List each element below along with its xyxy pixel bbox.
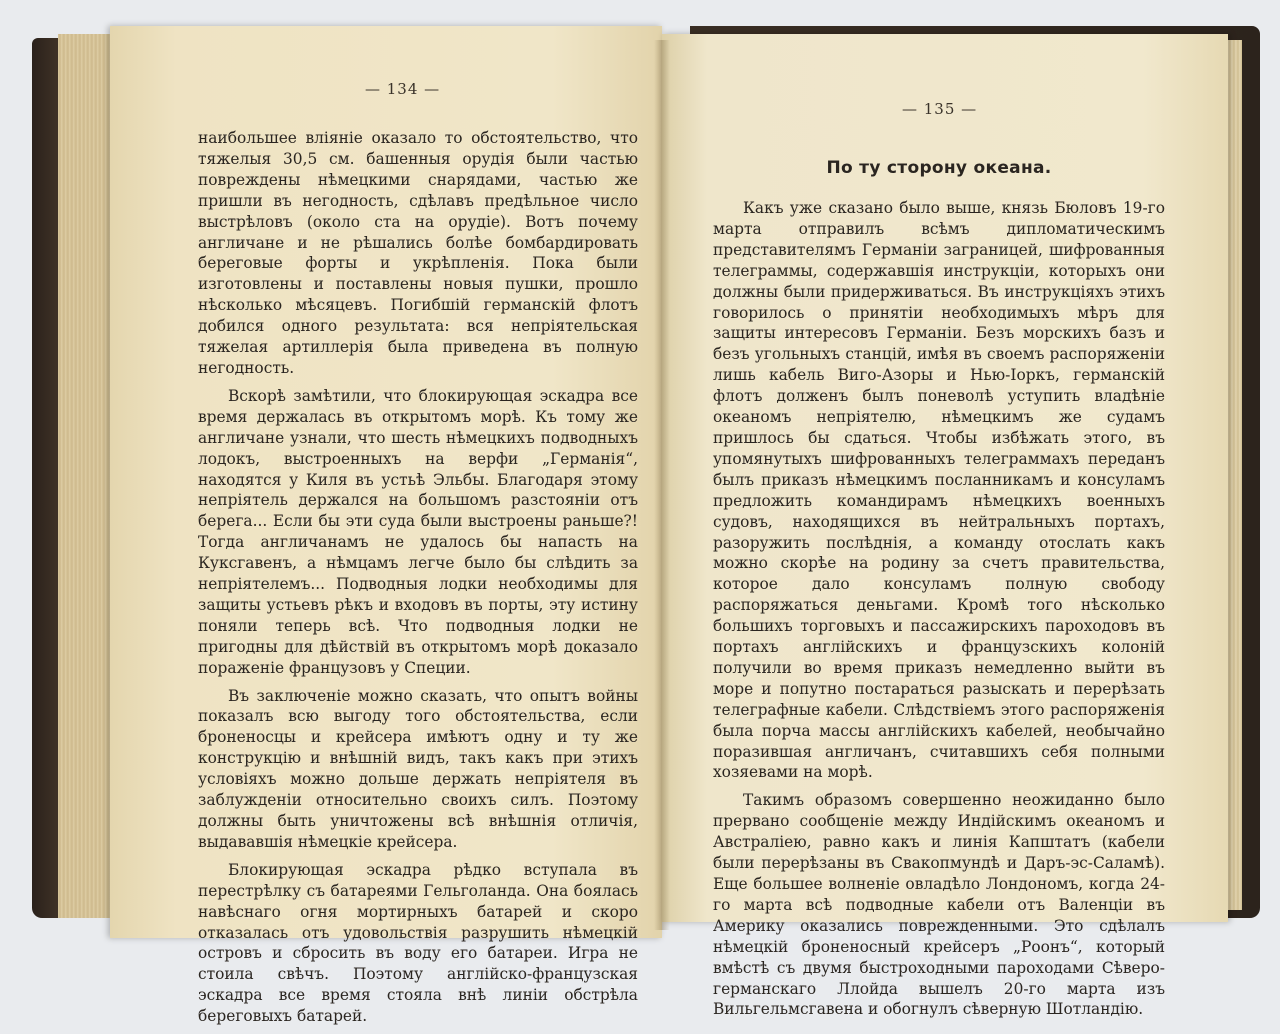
- paragraph: Блокирующая эскадра рѣдко вступала въ перестрѣлку съ батареями Гельголанда. Она боялась навѣснаго огня мортирныхъ батарей и скоро отказалась отъ удовольствія разрушить нѣмецкій островъ и сбросить въ воду его батареи. Игра не стоила свѣчъ. Поэтому англійско-французская эскадра все время стояла внѣ линіи обстрѣла береговыхъ батарей.: [198, 860, 638, 1026]
- paragraph: наибольшее вліяніе оказало то обстоятельство, что тяжелыя 30,5 см. башенныя орудія были частью повреждены нѣмецкими снарядами, частью же пришли въ негодность, сдѣлавъ предѣльное число выстрѣловъ (около ста на орудіе). Вотъ почему англичане и не рѣшались болѣе бомбардировать береговые форты и укрѣпленія. Пока были изготовлены и поставлены новыя пушки, прошло нѣсколько мѣсяцевъ. Погибшій германскій флотъ добился одного результата: вся непріятельская тяжелая артиллерія была приведена въ полную негодность.: [198, 129, 638, 377]
- paragraph: Какъ уже сказано было выше, князь Бюловъ 19-го марта отправилъ всѣмъ дипломатическимъ представителямъ Германіи заграницей, шифрованныя телеграммы, содержавшія инструкціи, которыхъ они должны были придерживаться. Въ инструкціяхъ этихъ говорилось о принятіи необходимыхъ мѣръ для защиты интересовъ Германіи. Безъ морскихъ базъ и безъ угольныхъ станцій, имѣя въ своемъ распоряженіи лишь кабель Виго-Азоры и Нью-Іоркъ, германскій флотъ долженъ былъ поневолѣ уступить владѣніе океаномъ непріятелю, нѣмецкимъ же судамъ пришлось бы сдаться. Чтобы избѣжать этого, въ упомянутыхъ шифрованныхъ телеграммахъ переданъ былъ приказъ нѣмецкимъ посланникамъ и консуламъ предложить командирамъ нѣмецкихъ военныхъ судовъ, находящихся въ нейтральныхъ портахъ, разоружить послѣднія, а команду отослать какъ можно скорѣе на родину за счетъ правительства, которое дало консуламъ полную свободу распоряжаться деньгами. Кромѣ того нѣсколько большихъ торговыхъ и пассажирскихъ пароходовъ въ портахъ англійскихъ и французскихъ колоній получили во время приказъ немедленно выйти въ море и попутно постараться разыскать и перерѣзать телеграфные кабели. Слѣдствіемъ этого распоряженія была порча массы англійскихъ кабелей, необычайно поразившая англичанъ, считавшихъ себя полными хозяевами на морѣ.: [713, 199, 1165, 782]
- paragraph: Такимъ образомъ совершенно неожиданно было прервано сообщеніе между Индійскимъ океаномъ и Австраліею, равно какъ и линія Капштатъ (кабели были перерѣзаны въ Свакопмундѣ и Даръ-эс-Саламѣ). Еще большее волненіе овладѣло Лондономъ, когда 24-го марта всѣ подводные кабели отъ Валенціи въ Америку оказались поврежденными. Это сдѣлалъ нѣмецкій броненосный крейсеръ „Роонъ“, который вмѣстѣ съ двумя быстроходными пароходами Сѣверо-германскаго Ллойда вышелъ 20-го марта изъ Вильгельмсгавена и обогнулъ сѣверную Шотландію.: [713, 791, 1165, 1019]
- right-page-text: [713, 198, 1165, 1027]
- left-page-text: [198, 128, 638, 1034]
- page-number-right: — 135 —: [902, 100, 978, 118]
- paragraph: Въ заключеніе можно сказать, что опытъ войны показалъ всю выгоду того обстоятельства, если броненосцы и крейсера имѣютъ одну и ту же конструкцію и внѣшній видъ, такъ какъ при этихъ условіяхъ можно дольше держать непріятеля въ заблужденіи относительно своихъ силъ. Поэтому должны быть уничтожены всѣ внѣшнія отличія, выдававшія нѣмецкіе крейсера.: [198, 686, 638, 851]
- book-gutter: [654, 40, 670, 930]
- chapter-title: По ту сторону океана.: [826, 158, 1052, 178]
- paragraph: Вскорѣ замѣтили, что блокирующая эскадра все время держалась въ открытомъ морѣ. Къ тому же англичане узнали, что шесть нѣмецкихъ подводныхъ лодокъ, выстроенныхъ на верфи „Германія“, находятся у Киля въ устьѣ Эльбы. Благодаря этому непріятель держался на большомъ разстояніи отъ берега... Если бы эти суда были выстроены раньше?! Тогда англичанамъ не удалось бы напасть на Куксгавенъ, а нѣмцамъ легче было бы слѣдить за непріятелемъ... Подводныя лодки необходимы для защиты устьевъ рѣкъ и входовъ въ порты, эту истину поняли теперь всѣ. Что подводныя лодки не пригодны для дѣйствій въ открытомъ морѣ доказало пораженіе французовъ у Специи.: [198, 386, 638, 677]
- page-number-left: — 134 —: [365, 80, 441, 98]
